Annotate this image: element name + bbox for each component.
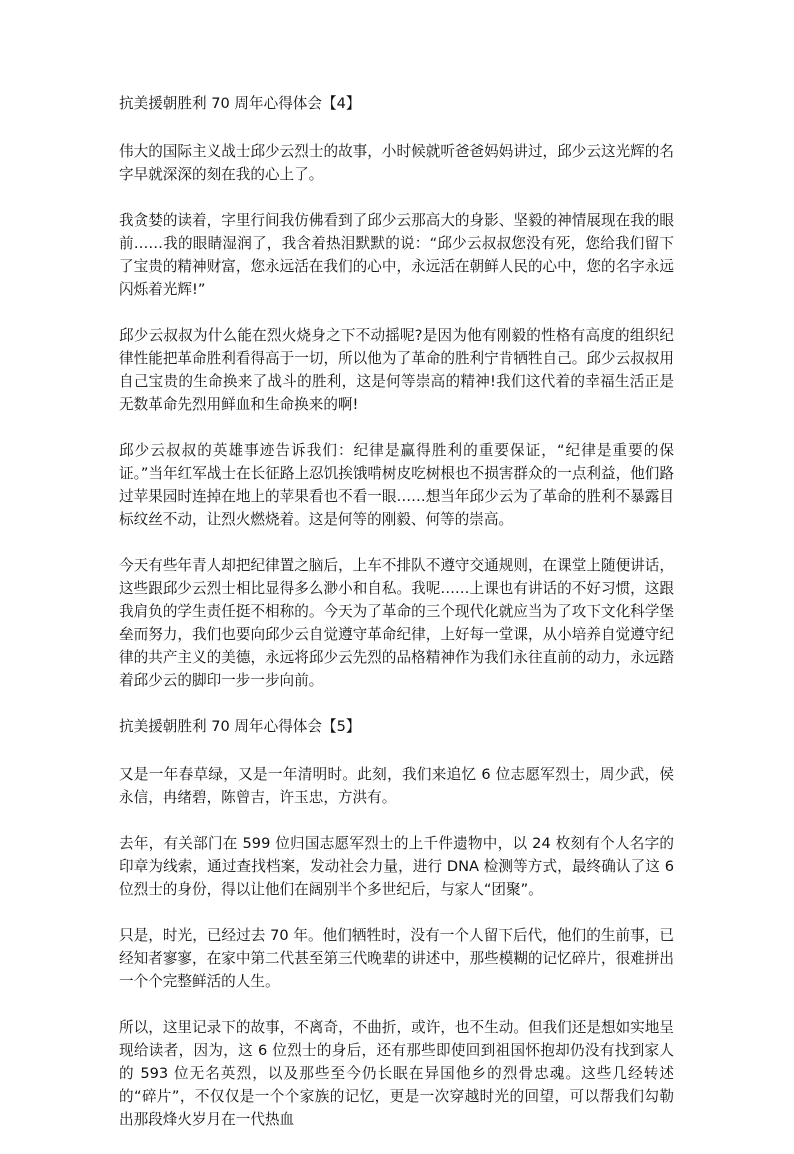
paragraph-5-4: 所以，这里记录下的故事，不离奇，不曲折，或许，也不生动。但我们还是想如实地呈现给读者，因为，这 6 位烈士的身后，还有那些即使回到祖国怀抱却仍没有找到家人的 593 位无名英烈，以及那些至今仍长眠在异国他乡的烈骨忠魂。这些几经转述的“碎片”，不仅仅是一个个家族的记忆，更是一次穿越时光的回望，可以帮我们勾勒出那段烽火岁月在一代热血 bbox=[119, 1019, 674, 1128]
section-heading-4: 抗美援朝胜利 70 周年心得体会【4】 bbox=[119, 95, 361, 112]
section-heading-5: 抗美援朝胜利 70 周年心得体会【5】 bbox=[119, 718, 361, 735]
paragraph-4-5: 今天有些年青人却把纪律置之脑后，上车不排队不遵守交通规则，在课堂上随便讲话，这些跟邱少云烈士相比显得多么渺小和自私。我呢……上课也有讲话的不好习惯，这跟我肩负的学生责任挺不相称的。今天为了革命的三个现代化就应当为了攻下文化科学堡垒而努力，我们也要向邱少云自觉遵守革命纪律，上好每一堂课，从小培养自觉遵守纪律的共产主义的美德，永远将邱少云先烈的品格精神作为我们永往直前的动力，永远踏着邱少云的脚印一步一步向前。 bbox=[119, 557, 674, 689]
paragraph-4-4: 邱少云叔叔的英雄事迹告诉我们：纪律是赢得胜利的重要保证，“纪律是重要的保证。”当年红军战士在长征路上忍饥挨饿啃树皮吃树根也不损害群众的一点利益，他们路过苹果园时连掉在地上的苹果看也不看一眼……想当年邱少云为了革命的胜利不暴露目标纹丝不动，让烈火燃烧着。这是何等的刚毅、何等的崇高。 bbox=[119, 442, 674, 528]
paragraph-5-1: 又是一年春草绿，又是一年清明时。此刻，我们来追忆 6 位志愿军烈士，周少武，侯永信，冉绪碧，陈曾吉，许玉忠，方洪有。 bbox=[119, 766, 674, 806]
paragraph-5-2: 去年，有关部门在 599 位归国志愿军烈士的上千件遗物中，以 24 枚刻有个人名字的印章为线索，通过查找档案，发动社会力量，进行 DNA 检测等方式，最终确认了这 6 位烈士的身份，得以让他们在阔别半个多世纪后，与家人“团聚”。 bbox=[119, 835, 674, 898]
paragraph-4-2: 我贪婪的读着，字里行间我仿佛看到了邱少云那高大的身影、坚毅的神情展现在我的眼前……我的眼睛湿润了，我含着热泪默默的说：“邱少云叔叔您没有死，您给我们留下了宝贵的精神财富，您永远活在我们的心中，永远活在朝鲜人民的心中，您的名字永远闪烁着光辉!” bbox=[119, 212, 674, 298]
paragraph-4-1: 伟大的国际主义战士邱少云烈士的故事，小时候就听爸爸妈妈讲过，邱少云这光辉的名字早就深深的刻在我的心上了。 bbox=[119, 143, 674, 183]
document-page bbox=[119, 92, 674, 1154]
paragraph-5-3: 只是，时光，已经过去 70 年。他们牺牲时，没有一个人留下后代，他们的生前事，已经知者寥寥，在家中第二代甚至第三代晚辈的讲述中，那些模糊的记忆碎片，很难拼出一个个完整鲜活的人生。 bbox=[119, 927, 674, 990]
paragraph-4-3: 邱少云叔叔为什么能在烈火烧身之下不动摇呢?是因为他有刚毅的性格有高度的组织纪律性能把革命胜利看得高于一切，所以他为了革命的胜利宁肯牺牲自己。邱少云叔叔用自己宝贵的生命换来了战斗的胜利，这是何等崇高的精神!我们这代着的幸福生活正是无数革命先烈用鲜血和生命换来的啊! bbox=[119, 327, 674, 413]
